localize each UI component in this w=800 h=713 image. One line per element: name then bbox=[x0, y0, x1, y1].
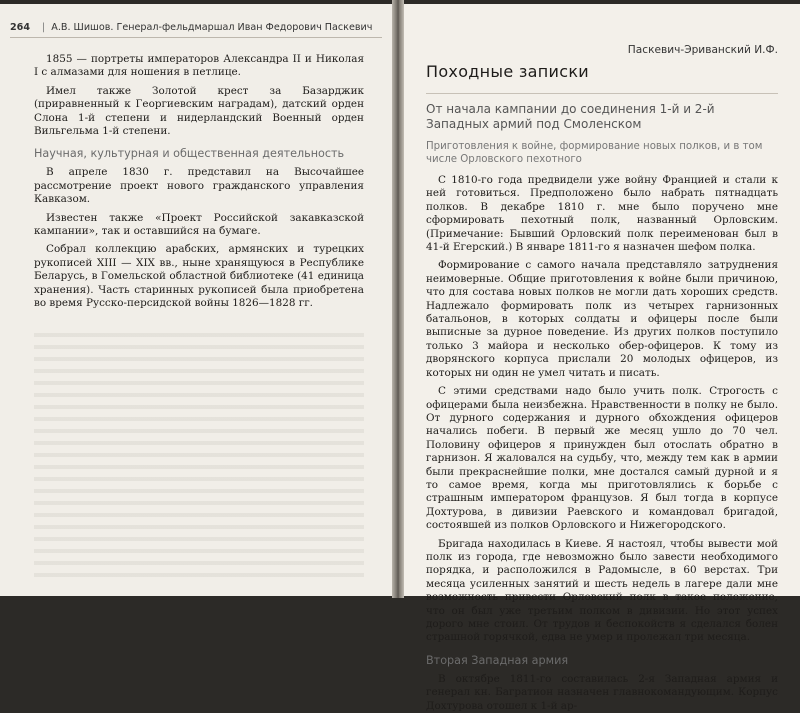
left-page-number: 264 bbox=[10, 22, 31, 33]
chapter-subtitle: От начала кампании до соединения 1-й и 2-й Западных армий под Смоленском bbox=[426, 102, 715, 131]
left-paragraph-1: 1855 — портреты императоров Александра II и Николая I с алмазами для ношения в петлице. bbox=[34, 53, 364, 79]
left-text-column bbox=[34, 48, 364, 585]
left-page bbox=[0, 4, 392, 596]
right-paragraph-5: В октябре 1811-го составилась 2-я Западная армия и генерал кн. Багратион назначен главнокомандующим. Корпус Дохтурова отошел к 1-й ар- bbox=[426, 672, 778, 712]
right-paragraph-3: С этими средствами надо было учить полк. Строгость с офицерами была неизбежна. Нравственности в полку не было. От дурного содержания и дурного обхождения офицеров начались побеги. В первый же месяц ушло до 70 чел. Половину офицеров я принужден был отослать обратно в гарнизон. Я жаловался на судьбу, что, между тем как в армии были прекраснейшие полки, мне достался самый дурной и я то самое время, когда мы приготовлялись к борьбе с страшным императором французов. Я был тогда в корпусе Дохтурова, в дивизии Раевского и командовал бригадой, состоявшей из полков Орловского и Нижегородского. bbox=[426, 385, 778, 532]
right-paragraph-4: Бригада находилась в Киеве. Я настоял, чтобы вывести мой полк из города, где невозможно было завести необходимого порядка, и расположился в Радомысле, в 60 верстах. Три месяца усиленных занятий и шесть недель в лагере дали мне возможность привести Орловский полк в такое положение, что он был уже третьим полком в дивизии. Но этот успех дорого мне стоил. От трудов и беспокойств я сделался болен страшной горячкой, едва не умер и пролежал три месяца. bbox=[426, 537, 778, 644]
show-through-text bbox=[34, 325, 364, 585]
left-running-head: 264 | А.В. Шишов. Генерал-фельдмаршал Иван Федорович Паскевич bbox=[10, 22, 382, 38]
book-gutter bbox=[392, 0, 404, 598]
left-section-heading: Научная, культурная и общественная деятельность bbox=[34, 147, 345, 161]
right-paragraph-2: Формирование с самого начала представляло затруднения неимоверные. Общие приготовления к войне были причиною, что для состава новых полков не могли дать хороших средств. Надлежало формировать полк из четырех гарнизонных батальонов, в которых солдаты и офицеры после были выписные за дурное поведение. Из других полков поступило только 3 майора и несколько обер-офицеров. К тому из дворянского корпуса прислали 20 молодых офицеров, из которых ни один не умел читать и писать. bbox=[426, 259, 778, 379]
running-head-author: А.В. Шишов. bbox=[51, 22, 114, 33]
left-paragraph-5: Собрал коллекцию арабских, армянских и турецких рукописей XIII — XIX вв., ныне хранящуюся в Республике Беларусь, в Гомельской областной библиотеке (41 единица хранения). Часть старинных рукописей была приобретена во время Русско-персидской войны 1826—1828 гг. bbox=[34, 243, 364, 310]
right-running-head: Паскевич-Эриванский И.Ф. bbox=[627, 44, 778, 56]
right-paragraph-1: С 1810-го года предвидели уже войну Францией и стали к ней готовиться. Предположено было набрать пятнадцать полков. В декабре 1810 г. мне было поручено мне сформировать пехотный полк, названный Орловским. (Примечание: Бывший Орловский полк переименован был в 41-й Егерский.) В январе 1811-го я назначен шефом полка. bbox=[426, 174, 778, 254]
section-subtitle: Приготовления к войне, формирование новых полков, и в том числе Орловского пехотного bbox=[426, 141, 763, 165]
left-paragraph-2: Имел также Золотой крест за Базарджик (приравненный к Георгиевским наградам), датский орден Слона 1-й степени и нидерландский Военный орден Вильгельма 1-й степени. bbox=[34, 84, 364, 138]
left-paragraph-4: Известен также «Проект Российской закавказской кампании», так и оставшийся на бумаге. bbox=[34, 211, 364, 238]
divider bbox=[426, 93, 778, 94]
right-text-column bbox=[426, 44, 778, 713]
left-paragraph-3: В апреле 1830 г. представил на Высочайшее рассмотрение проект нового гражданского управления Кавказом. bbox=[34, 166, 364, 206]
running-head-title: Генерал-фельдмаршал Иван Федорович Паскевич bbox=[116, 22, 373, 33]
right-page bbox=[404, 4, 800, 712]
chapter-title: Походные записки bbox=[426, 62, 589, 81]
right-section-heading: Вторая Западная армия bbox=[426, 653, 569, 667]
